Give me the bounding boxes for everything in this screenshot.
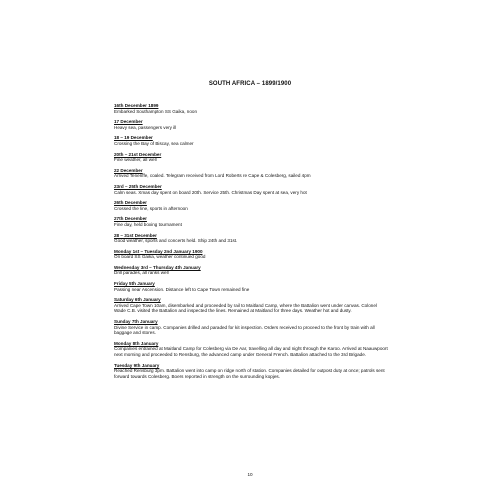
- page-number: 10: [247, 472, 253, 477]
- diary-entry: [114, 233, 390, 244]
- entry-text: Arrived Cape Town 10am, disembarked and proceeded by rail to Maitland Camp, where the Battalion went under canvas. Colonel Wade C.B. visited the Battalion and inspected the lines. Remained at Maitland for three days. Weather hot and dusty.: [114, 302, 377, 314]
- diary-entry: [114, 319, 390, 336]
- diary-entry: [114, 168, 390, 179]
- diary-entry: [114, 249, 390, 260]
- entry-date: Monday 8th January: [114, 340, 159, 346]
- entry-date: Sunday 7th January: [114, 319, 158, 325]
- diary-entry: [114, 119, 390, 130]
- entry-text: Embarked Southampton SS Gaika, noon: [114, 108, 197, 114]
- diary-entry: [114, 281, 390, 292]
- diary-entry: [114, 216, 390, 227]
- entry-date: 27th December: [114, 216, 147, 222]
- diary-entry: [114, 297, 390, 314]
- diary-entry: [114, 184, 390, 195]
- entry-text: Divine Service in camp. Companies drilled and paraded for kit inspection. Orders received to proceed to the front by train with all baggage and stores.: [114, 324, 375, 336]
- entry-date: Wednesday 3rd – Thursday 4th January: [114, 264, 201, 270]
- entry-date: 28 – 31st December: [114, 232, 157, 238]
- diary-entry: [114, 363, 390, 380]
- diary-entry: [114, 341, 390, 358]
- diary-entry: [114, 265, 390, 276]
- diary-entry: [114, 200, 390, 211]
- entry-date: Tuesday 9th January: [114, 362, 160, 368]
- document-title: SOUTH AFRICA – 1899/1900: [208, 81, 292, 87]
- entry-text: Drill parades, all ranks well: [114, 270, 169, 276]
- diary-entry: [114, 152, 390, 163]
- entry-text: Fine weather, all well: [114, 157, 157, 163]
- entry-date: 18 – 19 December: [114, 135, 153, 141]
- entry-date: Saturday 6th January: [114, 297, 161, 303]
- entry-date: 20th – 21st December: [114, 151, 162, 157]
- entry-date: 26th December: [114, 200, 147, 206]
- entry-text: Crossed the line, sports in afternoon: [114, 205, 188, 211]
- diary-entries: [114, 103, 390, 384]
- entry-date: 22 December: [114, 167, 143, 173]
- entry-text: Reached Rensburg 3pm. Battalion went into camp on ridge north of station. Companies detailed for outpost duty at once; patrols sent forward towards Colesberg. Boers reported in strength on the surrounding kopjes.: [114, 368, 385, 379]
- entry-date: Friday 5th January: [114, 281, 155, 287]
- entry-text: Passing near Ascension. Distance left to Cape Town remained fine: [114, 286, 250, 292]
- entry-text: Fine day, held boxing tournament: [114, 221, 182, 227]
- entry-text: Calm seas. Xmas day spent on board 20th. Service 25th. Christmas Day spent at sea, very hot: [114, 189, 307, 195]
- entry-date: Monday 1st – Tuesday 2nd January 1900: [114, 248, 203, 254]
- entry-text: Crossing the Bay of Biscay, sea calmer: [114, 140, 194, 146]
- entry-date: 16th December 1899: [114, 103, 159, 108]
- entry-text: Heavy sea, passengers very ill: [114, 124, 177, 130]
- entry-text: Arrived Teneriffe, coaled. Telegram received from Lord Roberts re Cape & Colesberg, sailed 4pm: [114, 173, 311, 179]
- diary-entry: [114, 103, 390, 114]
- entry-text: Companies entrained at Maitland Camp for Colesberg via De Aar, travelling all day and night through the Karoo. Arrived at Naauwpoort next morning and proceeded to Rensburg, the advanced camp under General French. Battalion attached to the 3rd Brigade.: [114, 346, 388, 357]
- entry-text: Good weather, sports and concerts held. Ship 24th and 31st.: [114, 238, 238, 244]
- entry-text: On board SS Gaika, weather continued good: [114, 254, 206, 260]
- entry-date: 17 December: [114, 119, 143, 125]
- entry-date: 23rd – 25th December: [114, 183, 162, 189]
- diary-entry: [114, 135, 390, 146]
